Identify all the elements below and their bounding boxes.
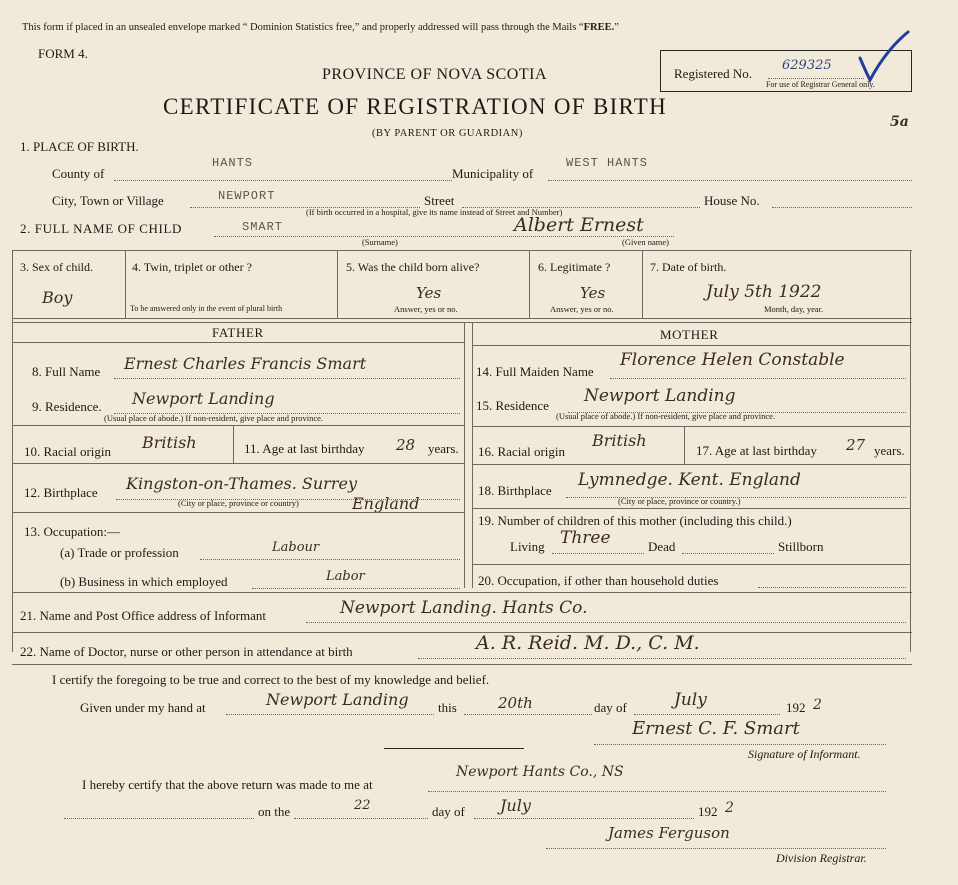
- father-residence-value: Newport Landing: [132, 389, 275, 408]
- date-of-birth-label: 7. Date of birth.: [650, 260, 727, 274]
- mother-birthplace-note: (City or place, province or country.): [618, 496, 741, 506]
- occupation-label: 13. Occupation:—: [24, 524, 121, 539]
- father-birthplace-country: England: [352, 494, 420, 513]
- check-mark-icon: [856, 30, 916, 86]
- registered-no-value: 629325: [782, 58, 832, 73]
- given-place-value: Newport Landing: [266, 690, 409, 709]
- informant-value: Newport Landing. Hants Co.: [340, 598, 588, 618]
- mother-residence-note: (Usual place of abode.) If non-resident, give place and province.: [556, 411, 776, 421]
- child-name-label: 2. FULL NAME OF CHILD: [20, 221, 182, 236]
- father-residence-label: 9. Residence.: [32, 399, 102, 414]
- child-given-name: Albert Ernest: [514, 214, 644, 236]
- dead-label: Dead: [648, 539, 676, 554]
- mother-heading: MOTHER: [660, 327, 719, 342]
- province-heading: PROVINCE OF NOVA SCOTIA: [322, 66, 548, 83]
- plural-birth-label: 4. Twin, triplet or other ?: [132, 260, 252, 274]
- mother-residence-label: 15. Residence: [476, 398, 549, 413]
- registrar-use-note: For use of Registrar General only.: [766, 80, 875, 89]
- informant-signature: Ernest C. F. Smart: [632, 718, 800, 739]
- certified-year-suffix: 2: [813, 697, 822, 713]
- sex-value: Boy: [42, 288, 73, 307]
- born-alive-note: Answer, yes or no.: [394, 304, 458, 314]
- legitimate-value: Yes: [580, 284, 606, 302]
- other-occupation-label: 20. Occupation, if other than household duties: [478, 573, 719, 588]
- notice-text: This form if placed in an unsealed envelope marked “ Dominion Statistics free,” and properly addressed will pass through the Mails “: [22, 22, 584, 33]
- father-name-label: 8. Full Name: [32, 364, 101, 379]
- certified-day: 20th: [498, 694, 533, 712]
- mother-birthplace-label: 18. Birthplace: [478, 483, 552, 498]
- given-name-caption: (Given name): [622, 237, 669, 247]
- attendant-label: 22. Name of Doctor, nurse or other person in attendance at birth: [20, 644, 353, 659]
- business-value: Labor: [326, 569, 365, 584]
- registrar-signature: James Ferguson: [608, 824, 730, 842]
- mother-name-value: Florence Helen Constable: [620, 350, 845, 370]
- city-value: NEWPORT: [218, 189, 276, 203]
- house-no-label: House No.: [704, 193, 760, 208]
- mother-name-label: 14. Full Maiden Name: [476, 364, 594, 379]
- father-birthplace-value: Kingston-on-Thames. Surrey: [126, 474, 357, 493]
- registrar-statement: I hereby certify that the above return was made to me at: [82, 777, 373, 792]
- notice-free: FREE.: [583, 22, 615, 33]
- father-birthplace-label: 12. Birthplace: [24, 485, 98, 500]
- born-alive-label: 5. Was the child born alive?: [346, 260, 480, 274]
- father-age-value: 28: [396, 436, 416, 454]
- registered-day: 22: [354, 798, 371, 813]
- certified-year-prefix: 192: [786, 700, 806, 715]
- child-surname: SMART: [242, 220, 284, 234]
- given-under-label: Given under my hand at: [80, 700, 206, 715]
- registered-year-prefix: 192: [698, 804, 718, 819]
- registration-place: Newport Hants Co., NS: [456, 764, 624, 780]
- municipality-label: Municipality of: [452, 166, 534, 181]
- informant-label: 21. Name and Post Office address of Informant: [20, 608, 266, 623]
- notice-end: ”: [614, 22, 619, 33]
- certificate-title: CERTIFICATE OF REGISTRATION OF BIRTH: [163, 94, 668, 119]
- business-label: (b) Business in which employed: [60, 574, 228, 589]
- certificate-subtitle: (BY PARENT OR GUARDIAN): [372, 128, 523, 139]
- place-of-birth-heading: 1. PLACE OF BIRTH.: [20, 139, 139, 154]
- street-note: (If birth occurred in a hospital, give its name instead of Street and Number): [306, 207, 563, 217]
- informant-signature-caption: Signature of Informant.: [748, 747, 861, 761]
- city-label: City, Town or Village: [52, 193, 164, 208]
- registrar-signature-caption: Division Registrar.: [776, 851, 867, 865]
- mailing-notice: [22, 22, 619, 33]
- mother-racial-value: British: [592, 431, 647, 450]
- father-birthplace-note: (City or place, province or country): [178, 498, 299, 508]
- father-heading: FATHER: [212, 325, 264, 340]
- living-label: Living: [510, 539, 545, 554]
- stamp-mark: 5a: [890, 114, 909, 130]
- living-value: Three: [560, 528, 611, 548]
- mother-residence-value: Newport Landing: [584, 386, 736, 406]
- surname-caption: (Surname): [362, 237, 398, 247]
- father-name-value: Ernest Charles Francis Smart: [124, 354, 367, 373]
- legitimate-label: 6. Legitimate ?: [538, 260, 611, 274]
- mother-years-label: years.: [874, 443, 905, 458]
- registered-year-suffix: 2: [725, 800, 734, 816]
- father-age-label: 11. Age at last birthday: [244, 441, 365, 456]
- stillborn-label: Stillborn: [778, 539, 824, 554]
- municipality-value: WEST HANTS: [566, 156, 649, 170]
- father-years-label: years.: [428, 441, 459, 456]
- registered-day-of-label: day of: [432, 804, 465, 819]
- children-count-label: 19. Number of children of this mother (including this child.): [478, 513, 792, 528]
- mother-age-label: 17. Age at last birthday: [696, 443, 817, 458]
- on-the-label: on the: [258, 804, 291, 819]
- registered-no-label: Registered No.: [674, 66, 752, 81]
- attendant-value: A. R. Reid. M. D., C. M.: [476, 632, 700, 654]
- this-label: this: [438, 700, 457, 715]
- trade-label: (a) Trade or profession: [60, 545, 179, 560]
- legitimate-note: Answer, yes or no.: [550, 304, 614, 314]
- plural-birth-note: To be answered only in the event of plural birth: [130, 304, 283, 313]
- mother-birthplace-value: Lymnedge. Kent. England: [578, 470, 801, 490]
- certified-month: July: [674, 690, 707, 710]
- father-residence-note: (Usual place of abode.) If non-resident, give place and province.: [104, 413, 324, 423]
- mother-racial-label: 16. Racial origin: [478, 444, 566, 459]
- trade-value: Labour: [272, 540, 320, 555]
- registered-month: July: [500, 796, 531, 815]
- date-of-birth-value: July 5th 1922: [706, 282, 822, 302]
- sex-label: 3. Sex of child.: [20, 260, 93, 274]
- certification-statement: I certify the foregoing to be true and correct to the best of my knowledge and belief.: [52, 672, 490, 687]
- father-racial-label: 10. Racial origin: [24, 444, 112, 459]
- day-of-label: day of: [594, 700, 627, 715]
- street-label: Street: [424, 193, 455, 208]
- mother-age-value: 27: [846, 436, 866, 454]
- date-of-birth-note: Month, day, year.: [764, 304, 824, 314]
- father-racial-value: British: [142, 433, 197, 452]
- form-number: FORM 4.: [38, 46, 88, 61]
- county-value: HANTS: [212, 156, 254, 170]
- county-label: County of: [52, 166, 105, 181]
- born-alive-value: Yes: [416, 284, 442, 302]
